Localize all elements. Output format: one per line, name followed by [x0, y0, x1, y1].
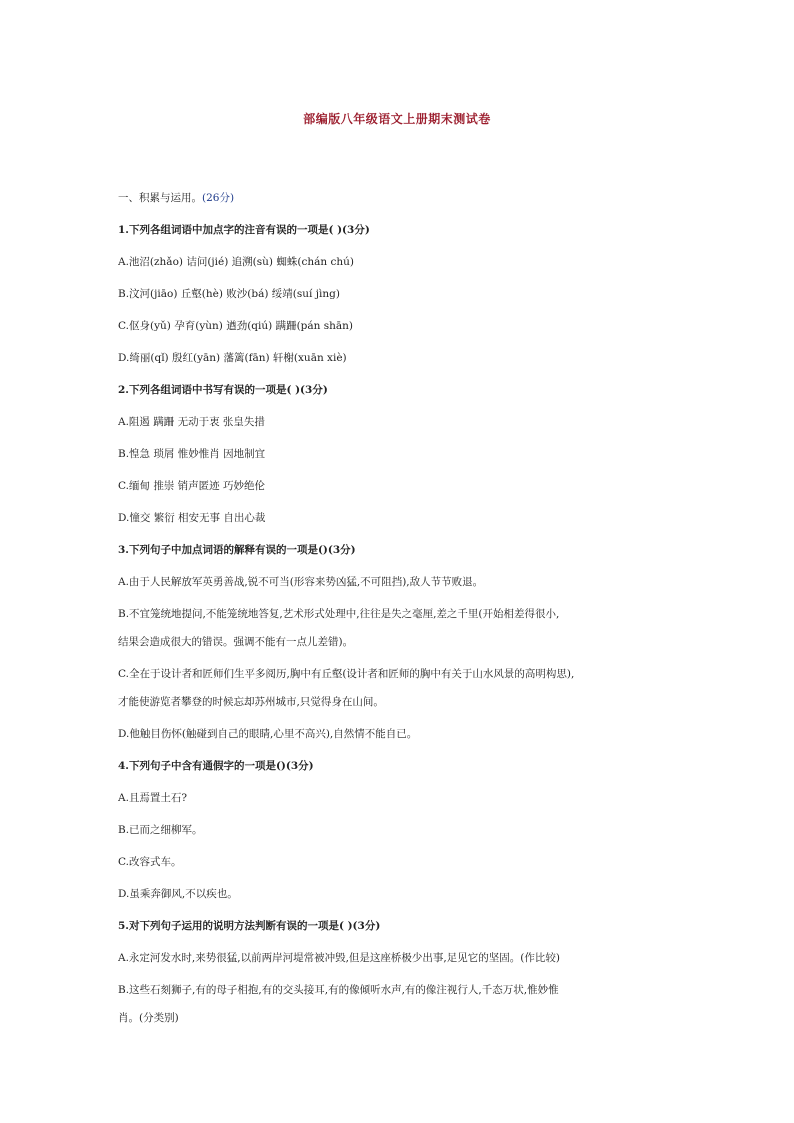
question-5-option-b-cont: 肖。(分类别): [118, 1012, 179, 1024]
question-3-option-b-cont: 结果会造成很大的错误。强调不能有一点儿差错)。: [118, 636, 354, 648]
question-1-option-a: A.池沼(zhǎo) 诘问(jié) 追溯(sù) 蜘蛛(chán chú): [118, 256, 354, 268]
question-2-option-a: A.阻遏 蹒跚 无动于衷 张皇失措: [118, 416, 265, 428]
question-3-stem: 3.下列句子中加点词语的解释有误的一项是()(3分): [118, 544, 356, 556]
question-1-option-b: B.汶河(jiāo) 丘壑(hè) 败沙(bá) 绥靖(suí jìng): [118, 288, 340, 300]
question-1-stem: 1.下列各组词语中加点字的注音有误的一项是( )(3分): [118, 224, 370, 236]
question-2-option-c: C.缅甸 推崇 销声匿迹 巧妙绝伦: [118, 480, 266, 492]
question-3-option-c: C.全在于设计者和匠师们生平多阅历,胸中有丘壑(设计者和匠师的胸中有关于山水风景的高明构思),: [118, 668, 575, 680]
question-5-stem: 5.对下列句子运用的说明方法判断有误的一项是( )(3分): [118, 920, 381, 932]
question-3-option-b: B.不宜笼统地提问,不能笼统地答复,艺术形式处理中,往往是失之毫厘,差之千里(开始相差得很小,: [118, 608, 560, 620]
question-1-option-c: C.伛身(yǔ) 孕育(yùn) 遒劲(qiú) 蹒跚(pán shān): [118, 320, 354, 332]
question-3-option-d: D.他触目伤怀(触碰到自己的眼睛,心里不高兴),自然情不能自已。: [118, 728, 418, 740]
section-score: (26分): [202, 192, 235, 204]
exam-content: [118, 190, 678, 1042]
document-title: 部编版八年级语文上册期末测试卷: [303, 112, 491, 126]
section-heading: [118, 190, 678, 222]
question-2-option-b: B.惶急 琐屑 惟妙惟肖 因地制宜: [118, 448, 266, 460]
question-5-option-b: B.这些石刻狮子,有的母子相抱,有的交头接耳,有的像倾听水声,有的像注视行人,千态万状,惟妙惟: [118, 984, 559, 996]
question-4-option-d: D.虽乘奔御风,不以疾也。: [118, 888, 238, 900]
question-2-option-d: D.憧交 繁衍 相安无事 自出心裁: [118, 512, 266, 524]
question-4-stem: 4.下列句子中含有通假字的一项是()(3分): [118, 760, 314, 772]
question-3-option-c-cont: 才能使游览者攀登的时候忘却苏州城市,只觉得身在山间。: [118, 696, 384, 708]
question-5-option-a: A.永定河发水时,来势很猛,以前两岸河堤常被冲毁,但是这座桥极少出事,足见它的坚固。(作比较): [118, 952, 560, 964]
section-label: 一、积累与运用。: [118, 192, 202, 204]
question-4-option-c: C.改容式车。: [118, 856, 182, 868]
question-1-option-d: D.绮丽(qǐ) 殷红(yān) 藩篱(fān) 轩榭(xuān xiè): [118, 352, 347, 364]
question-4-option-a: A.且焉置土石?: [118, 792, 188, 804]
question-3-option-a: A.由于人民解放军英勇善战,锐不可当(形容来势凶猛,不可阻挡),敌人节节败退。: [118, 576, 484, 588]
question-4-option-b: B.已而之细柳军。: [118, 824, 203, 836]
question-2-stem: 2.下列各组词语中书写有误的一项是( )(3分): [118, 384, 328, 396]
